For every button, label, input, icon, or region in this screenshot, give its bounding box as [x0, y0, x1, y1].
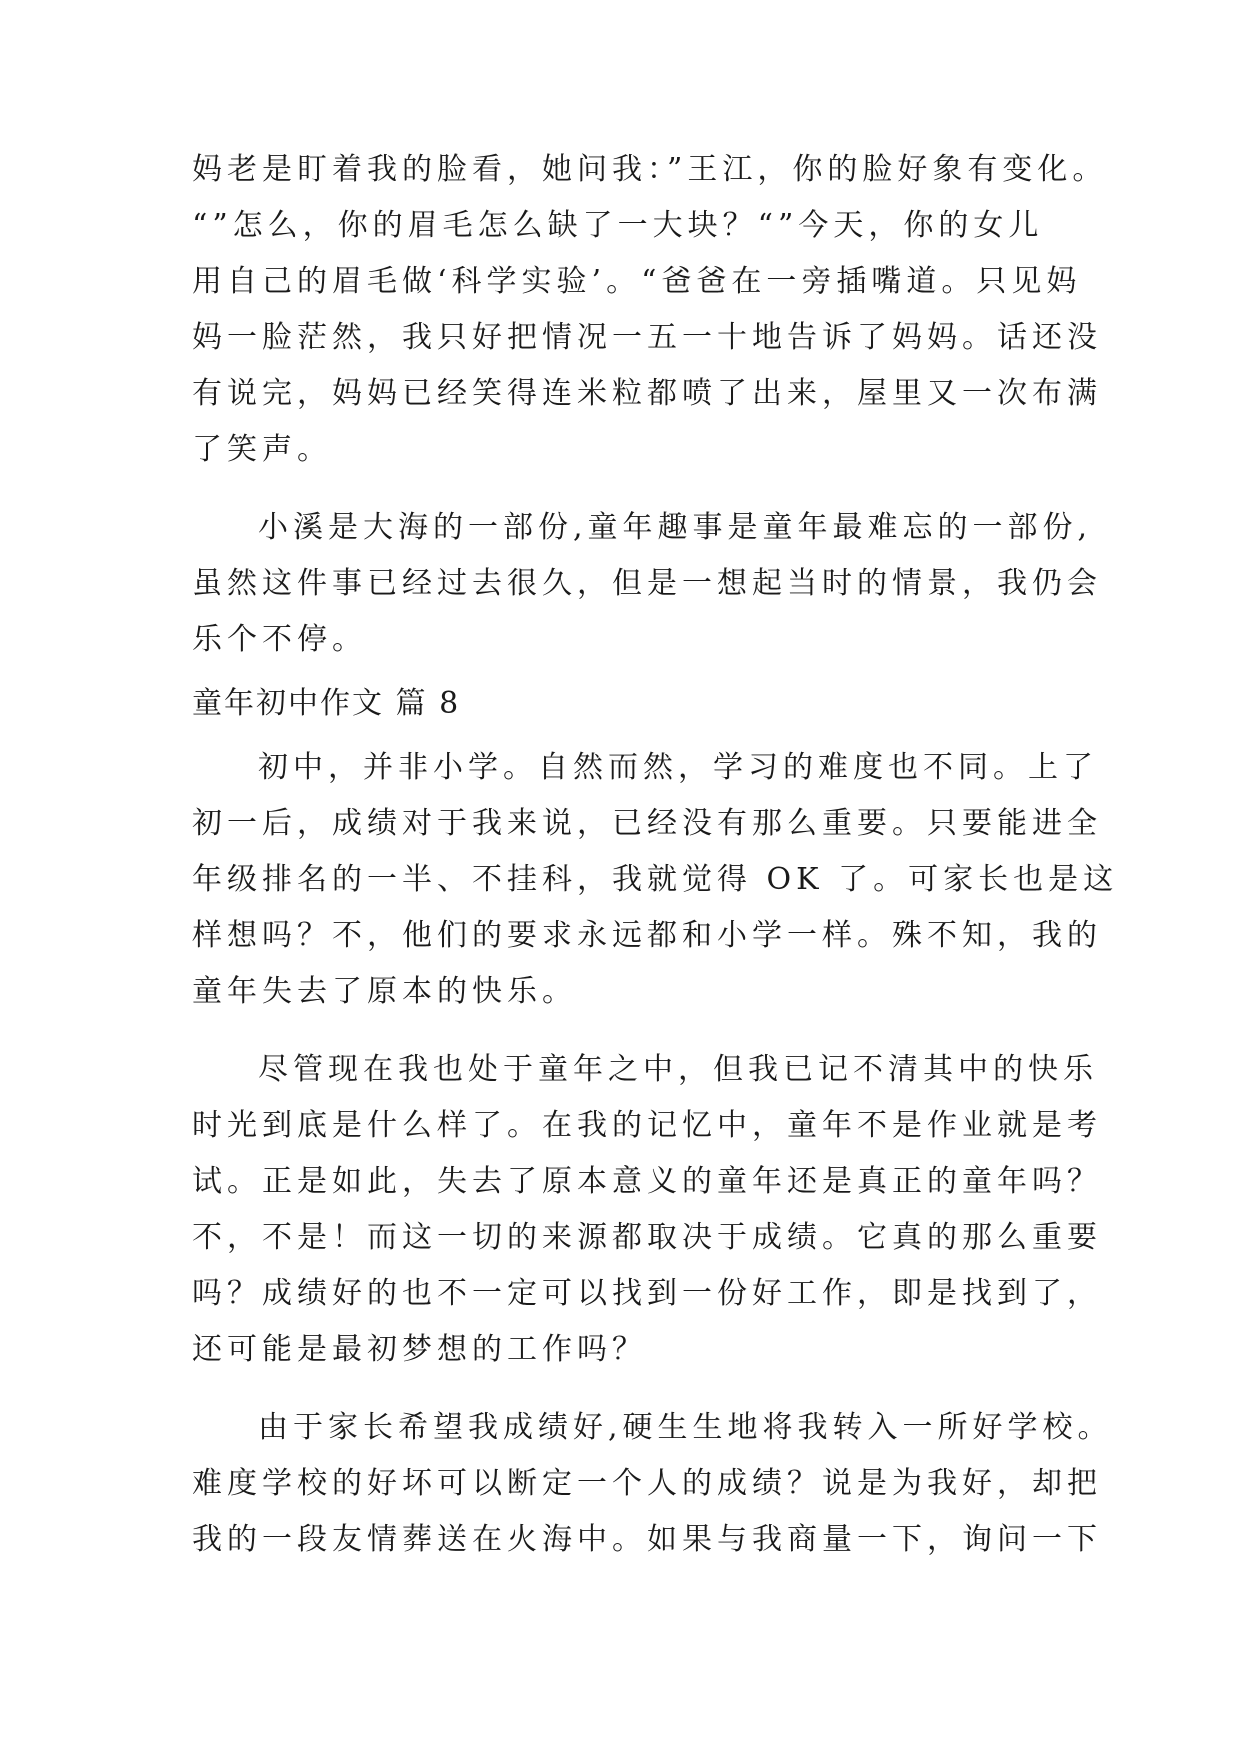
text-line: 妈老是盯着我的脸看，她问我：”王江，你的脸好象有变化。: [192, 152, 1108, 187]
text-line: 用自己的眉毛做‘科学实验’。“爸爸在一旁插嘴道。只见妈: [192, 264, 1082, 299]
text-line: 我的一段友情葬送在火海中。如果与我商量一下，询问一下: [192, 1522, 1102, 1557]
text-line: 有说完，妈妈已经笑得连米粒都喷了出来，屋里又一次布满: [192, 376, 1102, 411]
text-line: 样想吗？不，他们的要求永远都和小学一样。殊不知，我的: [192, 918, 1102, 953]
text-line: 试。正是如此，失去了原本意义的童年还是真正的童年吗？: [192, 1164, 1102, 1199]
text-line: 年级排名的一半、不挂科，我就觉得 OK 了。可家长也是这: [192, 862, 1119, 897]
text-line: 了笑声。: [192, 432, 332, 467]
section-heading: 童年初中作文 篇 8: [192, 686, 461, 721]
text-line: 初一后，成绩对于我来说，已经没有那么重要。只要能进全: [192, 806, 1102, 841]
text-line: 虽然这件事已经过去很久，但是一想起当时的情景，我仍会: [192, 566, 1102, 601]
text-line: “”怎么，你的眉毛怎么缺了一大块？“”今天，你的女儿: [192, 208, 1044, 243]
text-line: 童年失去了原本的快乐。: [192, 974, 577, 1009]
paragraph-first-line: 初中，并非小学。自然而然，学习的难度也不同。上了: [258, 750, 1098, 785]
text-line: 难度学校的好坏可以断定一个人的成绩？说是为我好，却把: [192, 1466, 1102, 1501]
paragraph-first-line: 由于家长希望我成绩好,硬生生地将我转入一所好学校。: [258, 1410, 1113, 1445]
text-line: 时光到底是什么样了。在我的记忆中，童年不是作业就是考: [192, 1108, 1102, 1143]
text-line: 不，不是！而这一切的来源都取决于成绩。它真的那么重要: [192, 1220, 1102, 1255]
paragraph-first-line: 尽管现在我也处于童年之中，但我已记不清其中的快乐: [258, 1052, 1098, 1087]
text-line: 吗？成绩好的也不一定可以找到一份好工作，即是找到了，: [192, 1276, 1102, 1311]
text-line: 乐个不停。: [192, 622, 367, 657]
text-line: 还可能是最初梦想的工作吗？: [192, 1332, 647, 1367]
text-line: 妈一脸茫然，我只好把情况一五一十地告诉了妈妈。话还没: [192, 320, 1102, 355]
paragraph-first-line: 小溪是大海的一部份,童年趣事是童年最难忘的一部份,: [258, 510, 1093, 545]
